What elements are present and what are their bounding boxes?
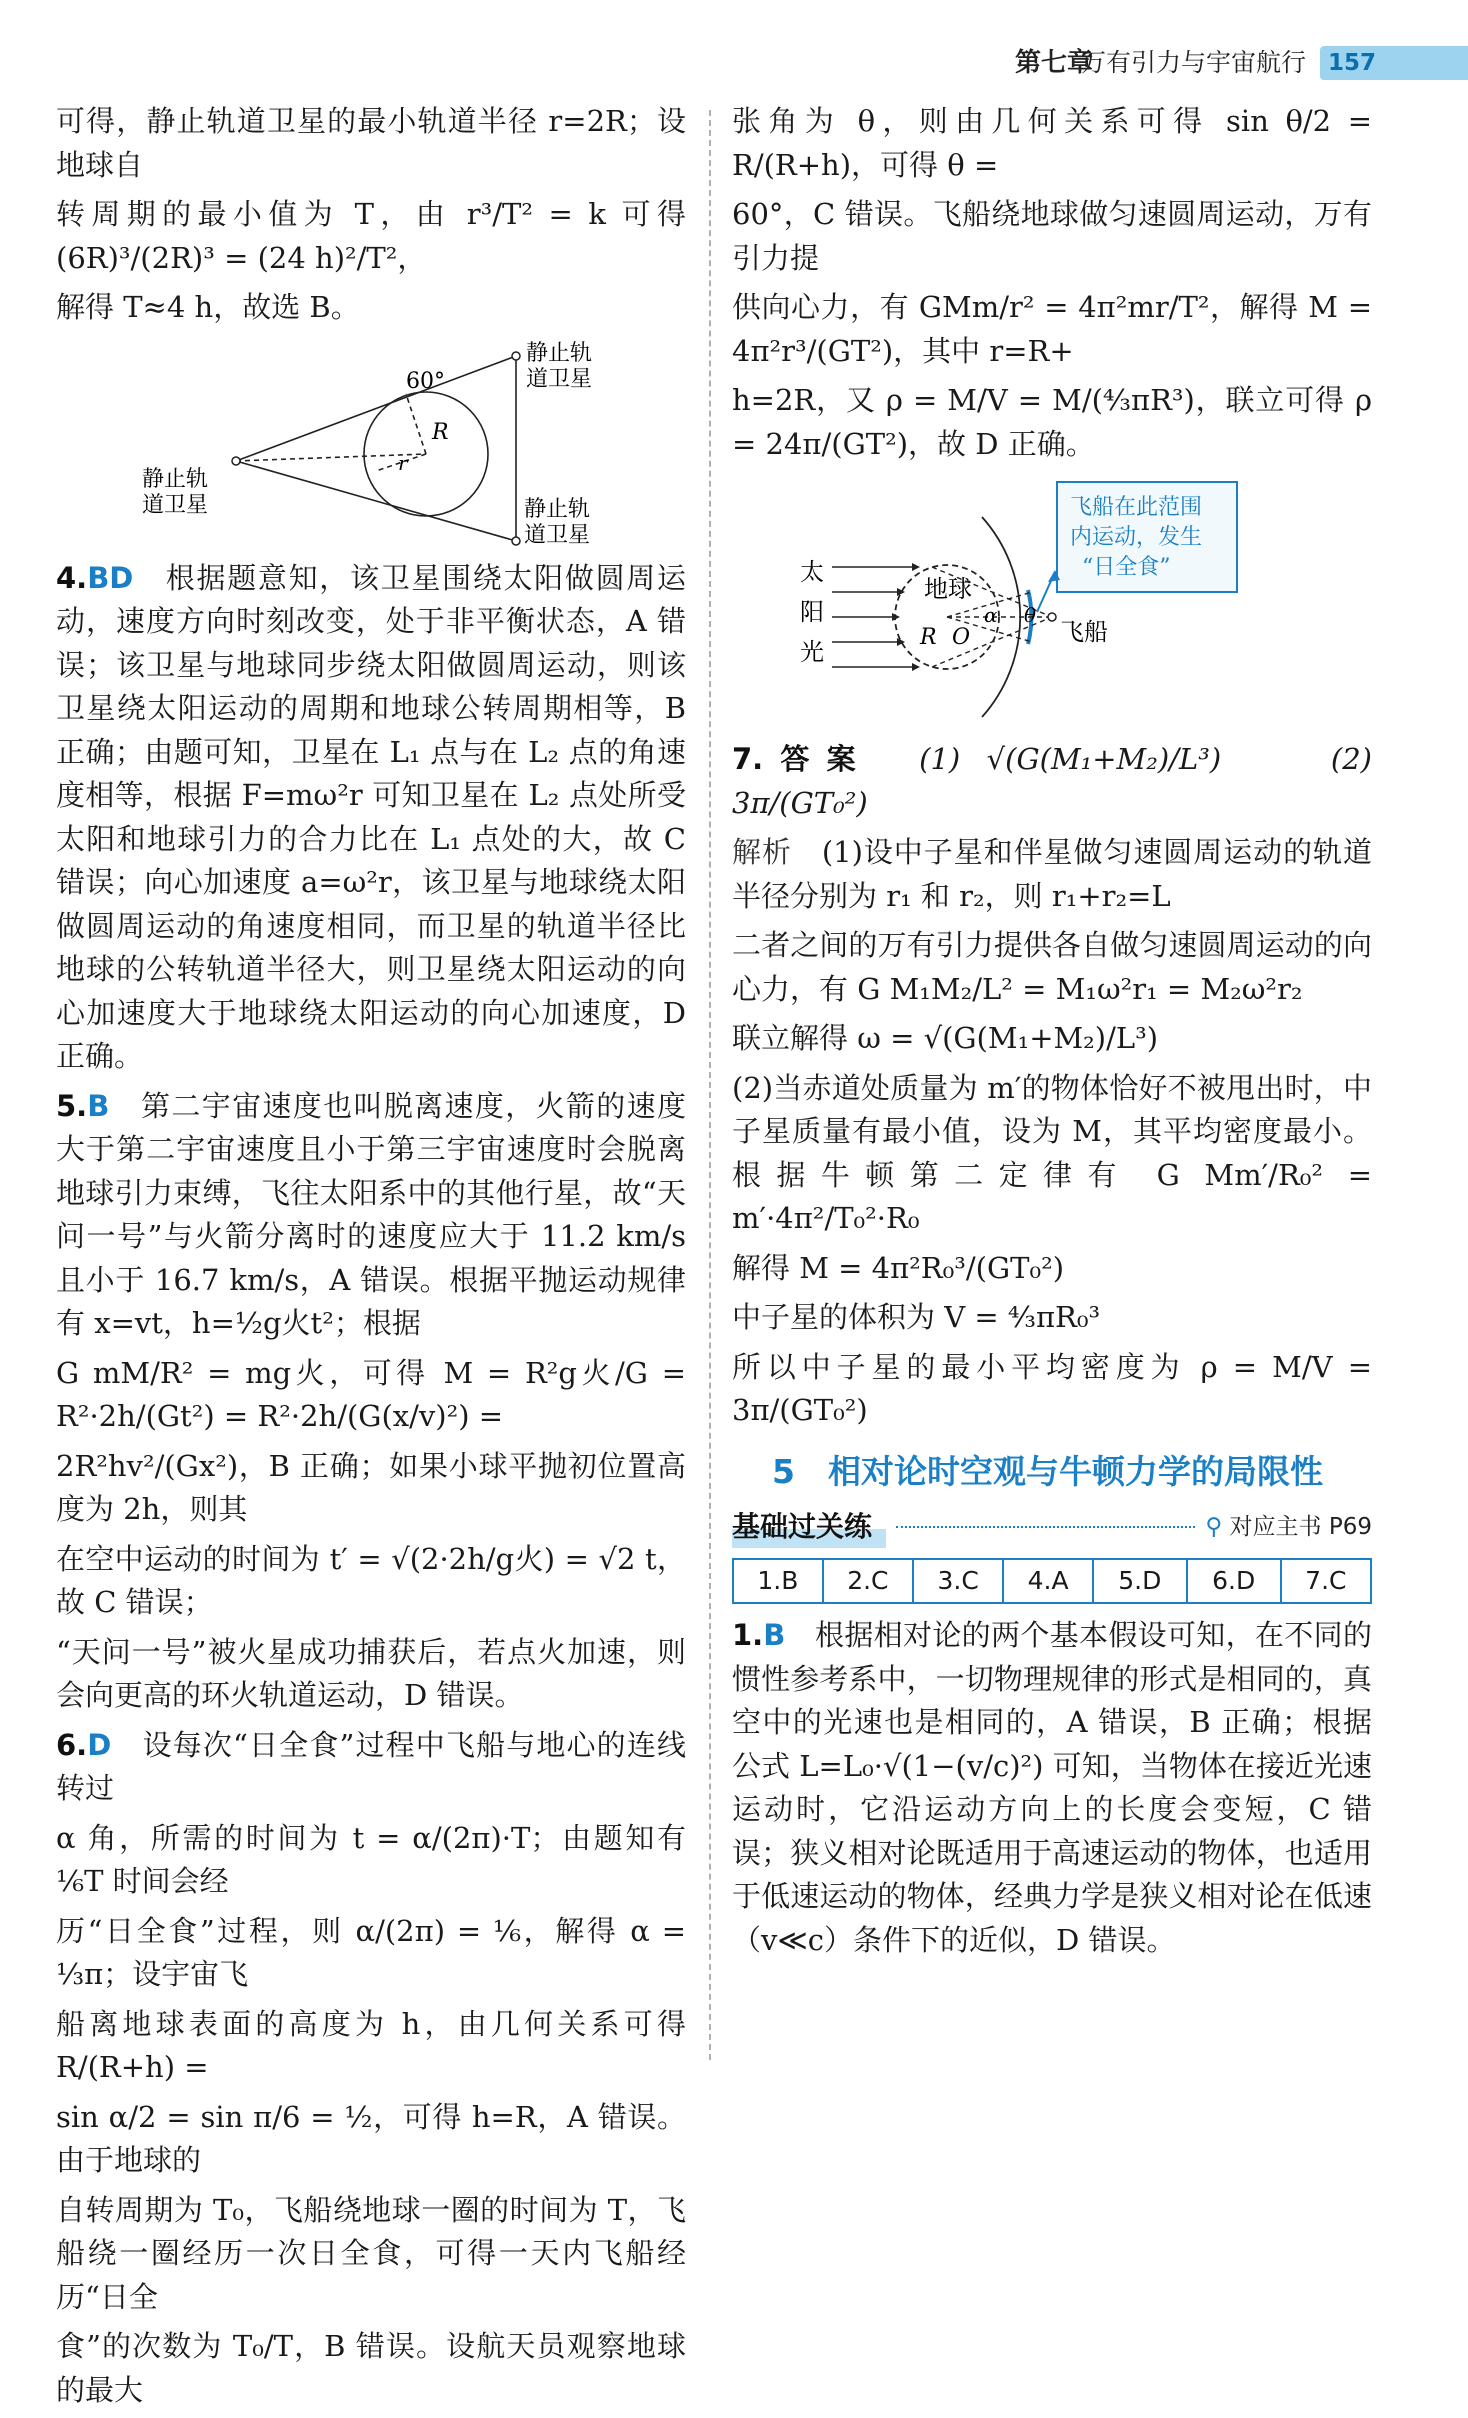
section-title: 相对论时空观与牛顿力学的局限性 — [827, 1451, 1323, 1491]
q4-number: 4. — [56, 560, 88, 595]
fig1-sat-top-2: 道卫星 — [526, 366, 593, 392]
fig2-earth-label: 地球 — [924, 575, 972, 603]
q7-analysis-label: 解析 — [732, 835, 792, 869]
fig1-sat-left-1: 静止轨 — [142, 466, 209, 492]
q6-cont-1: 张角为 θ，则由几何关系可得 sin θ/2 = R/(R+h)，可得 θ = — [732, 104, 1372, 182]
q7-answer-1: (1) √(G(M₁+M₂)/L³) — [919, 742, 1222, 776]
fig1-sat-top-1: 静止轨 — [526, 340, 593, 366]
s1-number: 1. — [732, 1618, 764, 1652]
orbit-triangle-figure — [136, 336, 606, 551]
fig1-R-label: R — [432, 419, 449, 445]
q6-cont-3: 供向心力，有 GMm/r² = 4π²mr/T²，解得 M = 4π²r³/(GT²)，其中 r=R+ — [732, 290, 1372, 368]
q6-text-3: 历“日全食”过程，则 α/(2π) = ⅙，解得 α = ⅓π；设宇宙飞 — [56, 1913, 686, 1991]
practice-title: 基础过关练 — [732, 1506, 886, 1548]
q7-line-6: 中子星的体积为 V = ⁴⁄₃πR₀³ — [732, 1300, 1101, 1334]
q5-answer: B — [87, 1088, 110, 1123]
fig2-callout-1: 飞船在此范围 — [1070, 495, 1203, 520]
q6-answer: D — [87, 1727, 112, 1762]
q6-text-4: 船离地球表面的高度为 h，由几何关系可得 R/(R+h) = — [56, 2006, 686, 2084]
magnifier-icon: ⚲ — [1205, 1513, 1223, 1540]
q5-text-3: 2R²hv²/(Gx²)，B 正确；如果小球平抛初位置高度为 2h，则其 — [56, 1448, 686, 1526]
fig2-sun-1: 太 — [800, 558, 824, 586]
practice-ref-text: 对应主书 P69 — [1229, 1513, 1372, 1540]
q6-text-1: 设每次“日全食”过程中飞船与地心的连线转过 — [56, 1727, 686, 1805]
q6-cont-4: h=2R，又 ρ = M/V = M/(⁴⁄₃πR³)，联立可得 ρ = 24π/(GT²)，故 D 正确。 — [732, 383, 1372, 461]
fig1-sat-bottom-2: 道卫星 — [524, 522, 591, 548]
fig1-sat-left-2: 道卫星 — [142, 492, 209, 518]
answer-cell: 1.B — [733, 1559, 823, 1603]
chapter-title: 万有引力与宇宙航行 — [1080, 48, 1306, 77]
fig2-ship-label: 飞船 — [1060, 618, 1108, 646]
answer-cell: 4.A — [1003, 1559, 1093, 1603]
fig1-sat-bottom-1: 静止轨 — [524, 496, 591, 522]
answer-cell: 5.D — [1093, 1559, 1187, 1603]
q7-number: 7. — [732, 742, 764, 776]
q3-line-2: 转周期的最小值为 T，由 r³/T² = k 可得 (6R)³/(2R)³ = (24 h)²/T²， — [56, 197, 686, 275]
fig2-theta-label: θ — [1024, 603, 1037, 627]
q5-text-1: 第二宇宙速度也叫脱离速度，火箭的速度大于第二宇宙速度且小于第三宇宙速度时会脱离地球引力束缚，飞往太阳系中的其他行星，故“天问一号”与火箭分离时的速度应大于 11.2 km/s 且小于 16.7 km/s，A 错误。根据平抛运动规律有 x=vt，h=½g火t²；根据 — [56, 1088, 686, 1340]
q4 — [56, 557, 686, 1079]
fig2-R-label: R — [920, 625, 937, 650]
section-heading — [772, 1447, 1372, 1497]
q6-text-7: 食”的次数为 T₀/T，B 错误。设航天员观察地球的最大 — [56, 2329, 686, 2407]
q5-text-4: 在空中运动的时间为 t′ = √(2·2h/g火) = √2 t，故 C 错误； — [56, 1541, 686, 1619]
q6-text-6: 自转周期为 T₀，飞船绕地球一圈的时间为 T，飞船绕一圈经历一次日全食，可得一天内飞船经历“日全 — [56, 2192, 686, 2314]
q7-line-5: 解得 M = 4π²R₀³/(GT₀²) — [732, 1250, 1065, 1285]
q6 — [56, 1724, 686, 1811]
q6-number: 6. — [56, 1727, 88, 1762]
q4-text: 根据题意知，该卫星围绕太阳做圆周运动，速度方向时刻改变，处于非平衡状态，A 错误；该卫星与地球同步绕太阳做圆周运动，则该卫星绕太阳运动的周期和地球公转周期相等，B 正确；由题可知，卫星在 L₁ 点与在 L₂ 点的角速度相等，根据 F=mω²r 可知卫星在 L₂ 点处所受太阳和地球引力的合力比在 L₁ 点处的大，故 C 错误；向心加速度 a=ω²r，该卫星与地球绕太阳做圆周运动的角速度相同，而卫星的轨道半径比地球的公转轨道半径大，则卫星绕太阳运动的向心加速度大于地球绕太阳运动的向心加速度，D 正确。 — [56, 560, 686, 1073]
s1-answer: B — [763, 1618, 786, 1652]
q5-text-5: “天问一号”被火星成功捕获后，若点火加速，则会向更高的环火轨道运动，D 错误。 — [56, 1634, 686, 1712]
s1-text: 根据相对论的两个基本假设可知，在不同的惯性参考系中，一切物理规律的形式是相同的，真空中的光速也是相同的，A 错误，B 正确；根据公式 L=L₀·√(1−(v/c)²) 可知，当物体在接近光速运动时，它沿运动方向上的长度会变短，C 错误；狭义相对论既适用于高速运动的物体，也适用于低速运动的物体，经典力学是狭义相对论在低速（v≪c）条件下的近似，D 错误。 — [732, 1618, 1372, 1957]
q5 — [56, 1085, 686, 1346]
q5-number: 5. — [56, 1088, 88, 1123]
page-number-bar — [1320, 46, 1468, 80]
right-column — [732, 100, 1372, 1968]
answer-row — [733, 1559, 1371, 1603]
left-column — [56, 100, 686, 2418]
q7-line-7: 所以中子星的最小平均密度为 ρ = M/V = 3π/(GT₀²) — [732, 1349, 1372, 1427]
section-number: 5 — [772, 1451, 795, 1491]
fig1-r-label: r — [398, 450, 408, 475]
fig2-callout-2: 内运动，发生 — [1070, 525, 1203, 550]
q7-line-4: (2)当赤道处质量为 m′的物体恰好不被甩出时，中子星质量有最小值，设为 M，其平均密度最小。根据牛顿第二定律有 G Mm′/R₀² = m′·4π²/T₀²·R₀ — [732, 1070, 1372, 1235]
page-header — [908, 38, 1468, 84]
fig2-sun-3: 光 — [800, 638, 824, 666]
chapter-label: 第七章 — [1014, 48, 1093, 78]
fig2-O-label: O — [952, 625, 971, 650]
q6-cont-2: 60°，C 错误。飞船绕地球做匀速圆周运动，万有引力提 — [732, 197, 1372, 275]
q7-analysis-1 — [732, 831, 1372, 918]
answer-cell: 3.C — [913, 1559, 1003, 1603]
q7-answer-line — [732, 738, 1372, 825]
practice-reference — [1205, 1510, 1372, 1545]
q7-answer-label: 答案 — [763, 742, 873, 776]
q4-answer: BD — [87, 560, 134, 595]
page-number: 157 — [1328, 50, 1377, 76]
q7-line-2: 二者之间的万有引力提供各自做匀速圆周运动的向心力，有 G M₁M₂/L² = M₁ω²r₁ = M₂ω²r₂ — [732, 928, 1372, 1006]
s1 — [732, 1614, 1372, 1962]
q5-text-2: G mM/R² = mg火，可得 M = R²g火/G = R²·2h/(Gt²) = R²·2h/(G(x/v)²) = — [56, 1355, 686, 1433]
q3-line-1: 可得，静止轨道卫星的最小轨道半径 r=2R；设地球自 — [56, 104, 686, 182]
q7-line-1: (1)设中子星和伴星做匀速圆周运动的轨道半径分别为 r₁ 和 r₂，则 r₁+r₂=L — [732, 835, 1372, 913]
answer-cell: 6.D — [1187, 1559, 1281, 1603]
fig2-alpha-label: α — [984, 603, 998, 627]
q7-answer-2: (2) 3π/(GT₀²) — [732, 742, 1372, 820]
q3-line-3: 解得 T≈4 h，故选 B。 — [56, 290, 360, 324]
fig2-sun-2: 阳 — [800, 598, 824, 626]
q6-text-5: sin α/2 = sin π/6 = ½，可得 h=R，A 错误。由于地球的 — [56, 2099, 686, 2177]
column-divider — [709, 110, 711, 2060]
answer-cell: 7.C — [1281, 1559, 1371, 1603]
practice-bar — [732, 1506, 1372, 1548]
answer-cell: 2.C — [823, 1559, 913, 1603]
q6-text-2: α 角，所需的时间为 t = α/(2π)·T；由题知有 ⅙T 时间会经 — [56, 1820, 686, 1898]
q7-line-3: 联立解得 ω = √(G(M₁+M₂)/L³) — [732, 1021, 1159, 1055]
fig1-angle-label: 60° — [406, 368, 445, 394]
answer-table — [732, 1558, 1372, 1604]
fig2-callout-3: “日全食” — [1082, 555, 1171, 580]
practice-dotted-line — [896, 1526, 1195, 1528]
solar-eclipse-figure — [792, 472, 1312, 732]
